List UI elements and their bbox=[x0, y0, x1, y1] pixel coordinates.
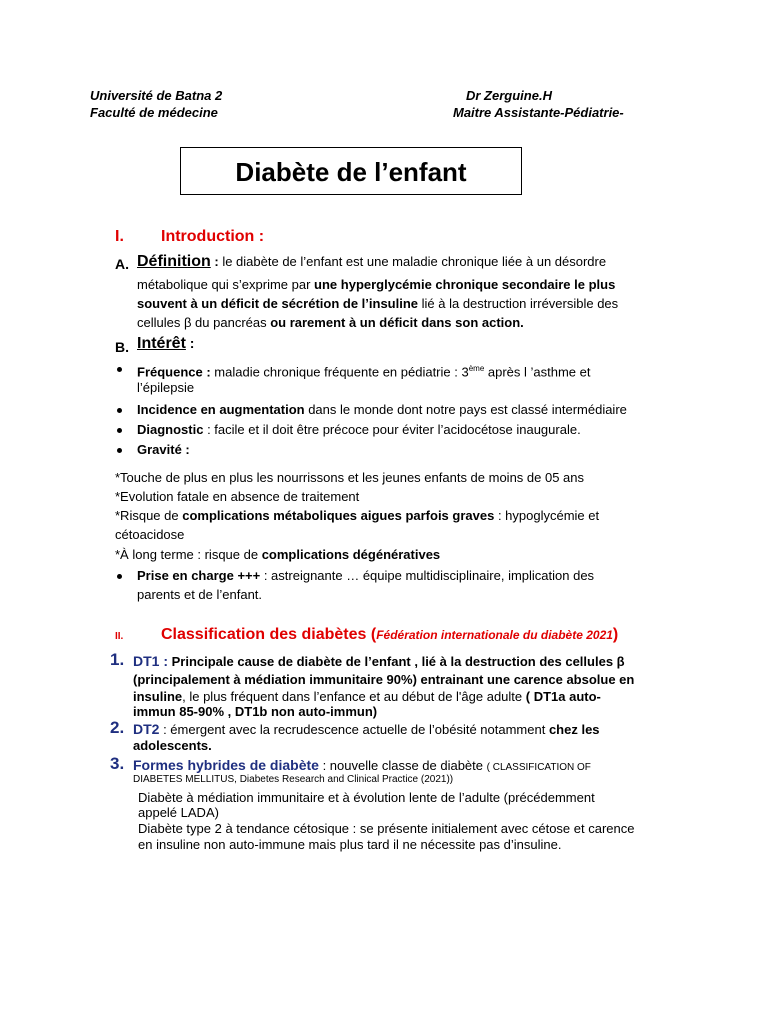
frequence-line-1 bbox=[137, 359, 590, 381]
section-2-title-row bbox=[161, 626, 618, 644]
diagnostic-label: Diagnostic bbox=[137, 422, 204, 437]
gravite-item-1: *Touche de plus en plus les nourrissons et les jeunes enfants de moins de 05 ans bbox=[115, 470, 585, 485]
prise-en-charge-line-1 bbox=[137, 566, 594, 585]
gravite-item-3a: *Risque de bbox=[115, 508, 183, 523]
incidence-line bbox=[137, 400, 627, 419]
dt1-text-3a: insuline bbox=[133, 689, 183, 704]
section-2-paren-close: ) bbox=[612, 626, 619, 643]
dt2-line-2: adolescents. bbox=[133, 738, 212, 753]
dt3-text-1b: ( CLASSIFICATION OF bbox=[486, 762, 591, 773]
interet-heading: Intérêt bbox=[137, 335, 186, 352]
dt1-line-1 bbox=[133, 652, 625, 671]
prise-en-charge-label: Prise en charge +++ bbox=[137, 568, 261, 583]
definition-line-1 bbox=[137, 252, 606, 271]
dt3-line-4: appelé LADA) bbox=[138, 805, 219, 820]
bullet-icon bbox=[117, 367, 122, 372]
university-name: Université de Batna 2 bbox=[90, 88, 223, 103]
dt2-label: DT2 bbox=[133, 721, 160, 737]
dt1-line-2: (principalement à médiation immunitaire 90%) entrainant une carence absolue en bbox=[133, 672, 635, 687]
dt3-line-5: Diabète type 2 à tendance cétosique : se présente initialement avec cétose et carence bbox=[138, 821, 635, 836]
section-2-number: II. bbox=[115, 631, 124, 642]
dt3-number: 3. bbox=[110, 754, 125, 773]
dt2-number: 2. bbox=[110, 718, 125, 737]
definition-text-3a: souvent à un déficit de sécrétion de l’insuline bbox=[137, 296, 419, 311]
subsection-b-letter: B. bbox=[115, 339, 129, 355]
bullet-icon bbox=[117, 428, 122, 433]
author-title: Maitre Assistante-Pédiatrie- bbox=[453, 105, 624, 120]
subsection-a-letter: A. bbox=[115, 256, 129, 272]
gravite-item-2: *Evolution fatale en absence de traitement bbox=[115, 489, 360, 504]
definition-line-4 bbox=[137, 313, 524, 332]
gravite-item-3c: : hypoglycémie et bbox=[494, 508, 600, 523]
frequence-text-2: après l ’asthme et bbox=[484, 364, 591, 380]
dt1-line-4: immun 85-90% , DT1b non auto-immun) bbox=[133, 704, 378, 719]
gravite-item-4 bbox=[115, 545, 440, 564]
gravite-line bbox=[137, 440, 190, 459]
dt2-text-1b: chez les bbox=[548, 722, 600, 737]
frequence-text: maladie chronique fréquente en pédiatrie : 3 bbox=[210, 364, 469, 380]
author-name: Dr Zerguine.H bbox=[466, 88, 552, 103]
incidence-label: Incidence en augmentation bbox=[137, 402, 305, 417]
definition-text-3b: lié à la destruction irréversible des bbox=[418, 296, 619, 311]
page-title: Diabète de l’enfant bbox=[180, 147, 522, 195]
prise-en-charge-line-2: parents et de l’enfant. bbox=[137, 587, 263, 602]
frequence-label: Fréquence : bbox=[137, 364, 211, 380]
gravite-item-3b: complications métaboliques aigues parfois graves bbox=[182, 508, 495, 523]
section-1-title: Introduction : bbox=[161, 228, 265, 245]
definition-line-2 bbox=[137, 275, 615, 294]
gravite-item-3-cont: cétoacidose bbox=[115, 527, 185, 542]
frequence-line-2: l’épilepsie bbox=[137, 380, 195, 395]
definition-text-4a: cellules β du pancréas bbox=[137, 315, 271, 330]
definition-heading: Définition bbox=[137, 253, 211, 270]
faculty-name: Faculté de médecine bbox=[90, 105, 218, 120]
bullet-icon bbox=[117, 408, 122, 413]
interet-heading-row bbox=[137, 335, 194, 353]
interet-colon: : bbox=[185, 335, 195, 351]
bullet-icon bbox=[117, 574, 122, 579]
prise-en-charge-text: : astreignante … équipe multidisciplinaire, implication des bbox=[260, 568, 595, 583]
section-2-paren-open: ( bbox=[366, 626, 377, 643]
dt1-text-1: Principale cause de diabète de l’enfant , lié à la destruction des cellules β bbox=[168, 654, 625, 669]
dt1-label: DT1 : bbox=[133, 653, 168, 669]
dt3-line-2: DIABETES MELLITUS, Diabetes Research and Clinical Practice (2021)) bbox=[133, 774, 454, 785]
section-2-title: Classification des diabètes bbox=[161, 626, 367, 643]
dt3-line-6: en insuline non auto-immune mais plus tard il ne nécessite pas d’insuline. bbox=[138, 837, 562, 852]
dt3-text-1a: : nouvelle classe de diabète bbox=[318, 758, 487, 773]
diagnostic-line bbox=[137, 420, 581, 439]
bullet-icon bbox=[117, 448, 122, 453]
definition-text-4b: ou rarement à un déficit dans son action. bbox=[270, 315, 524, 330]
section-2-source: Fédération internationale du diabète 2021 bbox=[376, 628, 613, 642]
gravite-item-4a: *À long terme : risque de bbox=[115, 547, 262, 562]
definition-text-2a: métabolique qui s’exprime par bbox=[137, 277, 315, 292]
dt3-label: Formes hybrides de diabète bbox=[133, 757, 319, 773]
dt3-line-3: Diabète à médiation immunitaire et à évolution lente de l’adulte (précédemment bbox=[138, 790, 595, 805]
section-1-number: I. bbox=[115, 228, 124, 245]
incidence-text: dans le monde dont notre pays est classé intermédiaire bbox=[304, 402, 627, 417]
gravite-item-3 bbox=[115, 506, 599, 525]
definition-colon: : bbox=[210, 254, 219, 269]
definition-text-1: le diabète de l’enfant est une maladie chronique liée à un désordre bbox=[218, 254, 607, 269]
dt1-text-3c: ( DT1a auto- bbox=[525, 689, 601, 704]
definition-line-3 bbox=[137, 294, 618, 313]
diagnostic-text: : facile et il doit être précoce pour éviter l’acidocétose inaugurale. bbox=[203, 422, 581, 437]
dt1-number: 1. bbox=[110, 650, 125, 669]
dt1-text-3b: , le plus fréquent dans l’enfance et au début de l'âge adulte bbox=[182, 689, 526, 704]
dt2-text-1a: : émergent avec la recrudescence actuelle de l’obésité notamment bbox=[159, 722, 549, 737]
definition-text-2b: une hyperglycémie chronique secondaire le plus bbox=[314, 277, 616, 292]
gravite-item-4b: complications dégénératives bbox=[261, 547, 441, 562]
gravite-label: Gravité : bbox=[137, 442, 190, 457]
frequence-sup: ème bbox=[468, 364, 485, 373]
